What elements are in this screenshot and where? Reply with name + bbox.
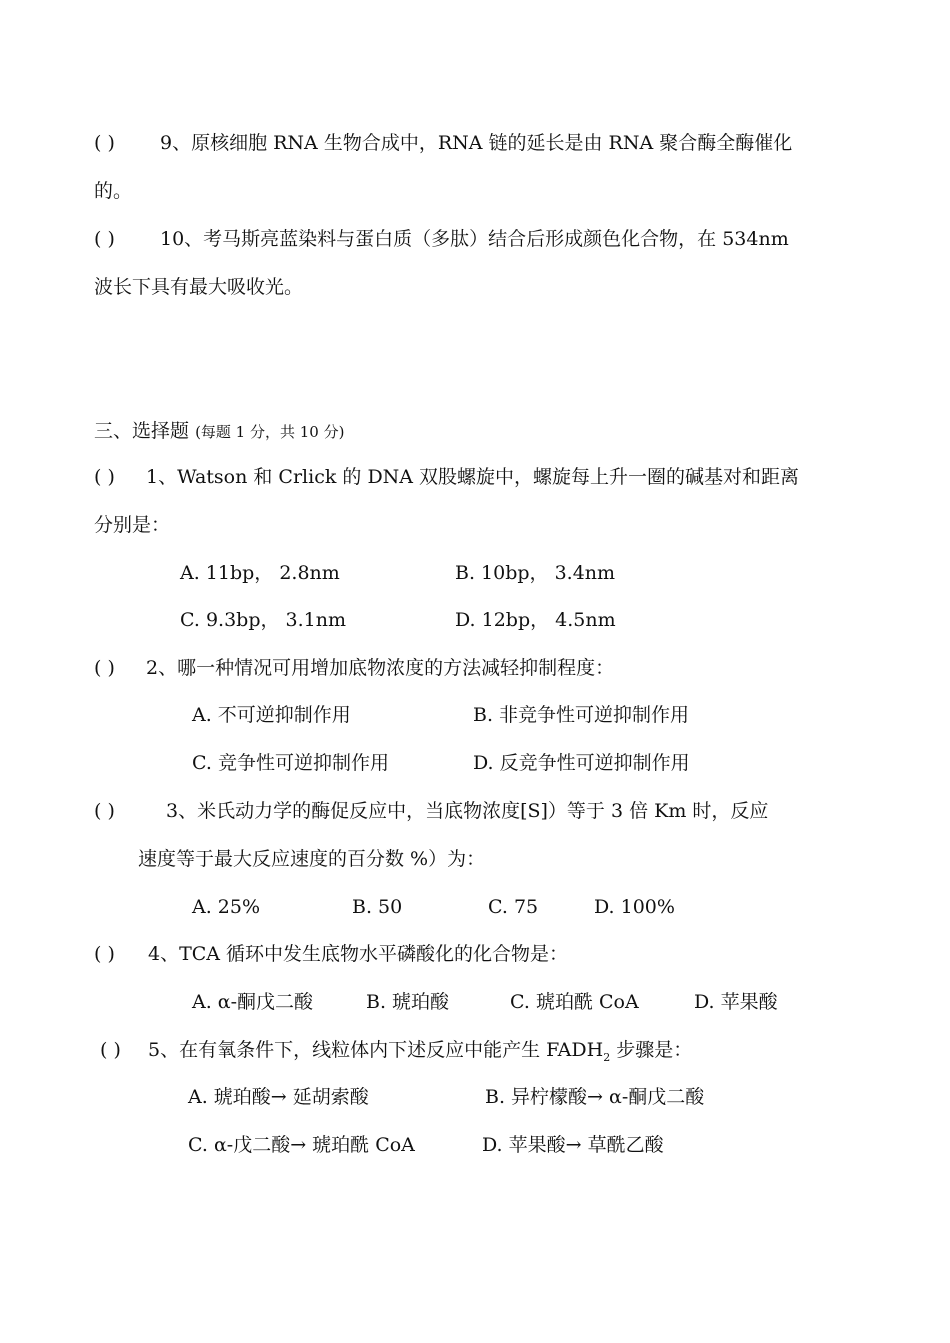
q2-text: 2、哪一种情况可用增加底物浓度的方法减轻抑制程度： (146, 657, 615, 679)
q5-text-tail: 步骤是： (610, 1039, 693, 1061)
tf-q9-blank: ( ) (94, 132, 115, 154)
q5-text (148, 1038, 692, 1070)
section-note: (每题 1 分，共 10 分) (195, 423, 345, 441)
q2-option-d: D. 反竞争性可逆抑制作用 (473, 752, 690, 774)
tf-q9-text: 9、原核细胞 RNA 生物合成中，RNA 链的延长是由 RNA 聚合酶全酶催化 (160, 132, 793, 154)
q4-option-b: B. 琥珀酸 (366, 991, 450, 1013)
tf-q10-text: 10、考马斯亮蓝染料与蛋白质（多肽）结合后形成颜色化合物，在 534nm (160, 228, 789, 250)
q2-option-c: C. 竞争性可逆抑制作用 (192, 752, 389, 774)
q4-text: 4、TCA 循环中发生底物水平磷酸化的化合物是： (148, 943, 569, 965)
q5-subscript: 2 (603, 1050, 611, 1064)
section-title (94, 419, 344, 444)
q5-blank: ( ) (100, 1039, 121, 1061)
q1-cont: 分别是： (94, 514, 171, 536)
tf-q10-cont: 波长下具有最大吸收光。 (94, 276, 304, 298)
q3-option-b: B. 50 (352, 896, 403, 918)
q4-option-c: C. 琥珀酰 CoA (510, 991, 639, 1013)
q5-option-c: C. α-戊二酸→ 琥珀酰 CoA (188, 1134, 415, 1156)
q4-option-d: D. 苹果酸 (694, 991, 778, 1013)
q2-blank: ( ) (94, 657, 115, 679)
q2-option-b: B. 非竞争性可逆抑制作用 (473, 704, 690, 726)
q1-option-c: C. 9.3bp， 3.1nm (180, 609, 346, 631)
section-title-text: 三、选择题 (94, 420, 190, 442)
q1-option-d: D. 12bp， 4.5nm (455, 609, 616, 631)
q2-option-a: A. 不可逆抑制作用 (192, 704, 351, 726)
q1-blank: ( ) (94, 466, 115, 488)
q3-option-d: D. 100% (594, 896, 675, 918)
q5-option-d: D. 苹果酸→ 草酰乙酸 (482, 1134, 664, 1156)
tf-q9-cont: 的。 (94, 180, 133, 202)
q3-blank: ( ) (94, 800, 115, 822)
q4-option-a: A. α-酮戊二酸 (192, 991, 314, 1013)
q5-option-a: A. 琥珀酸→ 延胡索酸 (188, 1086, 369, 1108)
q5-option-b: B. 异柠檬酸→ α-酮戊二酸 (485, 1086, 705, 1108)
q1-option-a: A. 11bp， 2.8nm (180, 562, 340, 584)
q3-option-a: A. 25% (192, 896, 261, 918)
q3-cont: 速度等于最大反应速度的百分数 %）为： (138, 848, 486, 870)
q4-blank: ( ) (94, 943, 115, 965)
q1-text: 1、Watson 和 Crlick 的 DNA 双股螺旋中，螺旋每上升一圈的碱基对和距离 (146, 466, 800, 488)
q3-option-c: C. 75 (488, 896, 539, 918)
q3-text: 3、米氏动力学的酶促反应中，当底物浓度[S]）等于 3 倍 Km 时，反应 (166, 800, 769, 822)
q5-text-main: 5、在有氧条件下，线粒体内下述反应中能产生 FADH (148, 1039, 604, 1061)
q1-option-b: B. 10bp， 3.4nm (455, 562, 616, 584)
tf-q10-blank: ( ) (94, 228, 115, 250)
